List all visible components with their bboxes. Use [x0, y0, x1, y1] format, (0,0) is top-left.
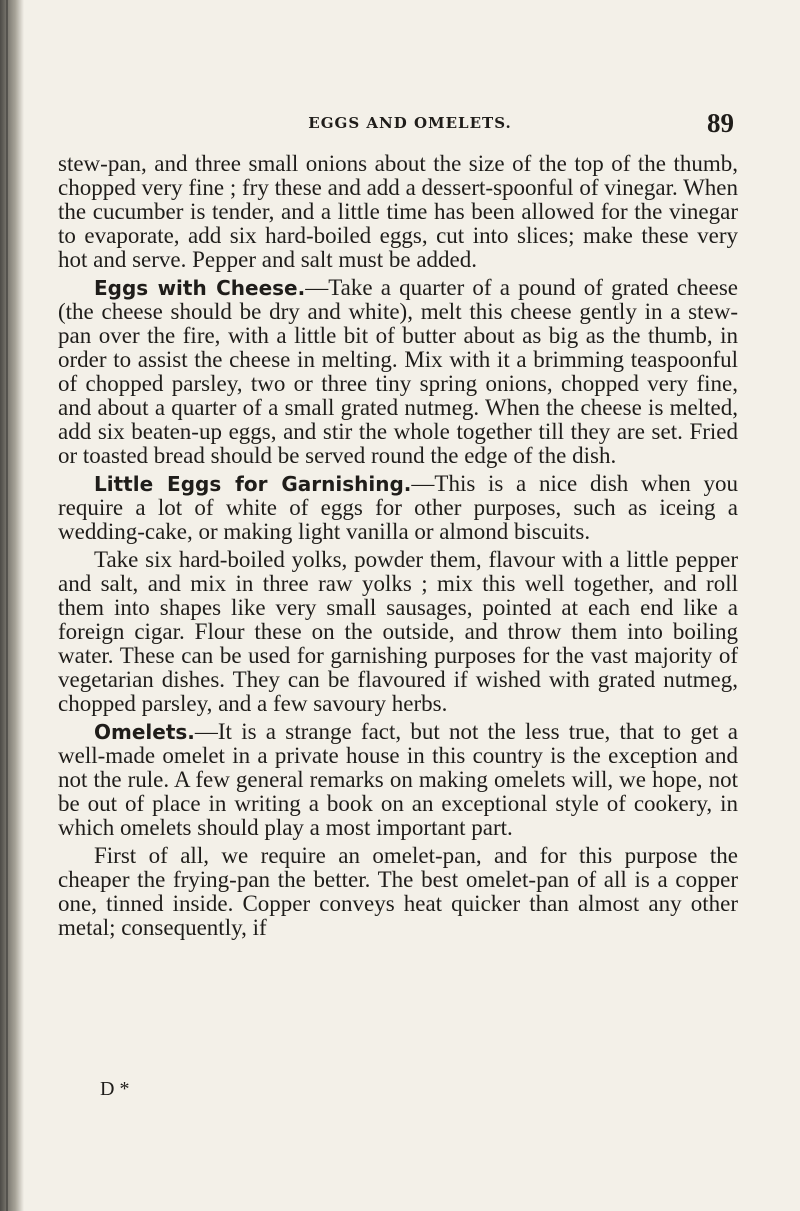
- section-heading: Eggs with Cheese.: [94, 276, 306, 300]
- signature-mark: D *: [100, 1078, 130, 1100]
- page-body: [58, 152, 738, 944]
- paragraph-omelets: [58, 720, 738, 840]
- paragraph-text: —Take a quarter of a pound of grated cheese (the cheese should be dry and white), melt this cheese gently in a stew-pan over the fire, with a little bit of butter about as big as the thumb, in order to assist the cheese in melting. Mix with it a brimming teaspoonful of chopped parsley, two or three tiny spring onions, chopped very fine, and about a quarter of a small grated nutmeg. When the cheese is melted, add six beaten-up eggs, and stir the whole together till they are set. Fried or toasted bread should be served round the edge of the dish.: [58, 275, 738, 468]
- section-heading: Omelets.: [94, 720, 195, 744]
- paragraph-little-eggs: [58, 472, 738, 544]
- page-number: 89: [707, 108, 734, 138]
- paragraph-text: —This is a nice dish when you require a lot of white of eggs for other purposes, such as iceing a wedding-cake, or making light vanilla or almond biscuits.: [58, 471, 738, 544]
- page-header: [0, 108, 800, 142]
- paragraph-text: Take six hard-boiled yolks, powder them, flavour with a little pepper and salt, and mix in three raw yolks ; mix this well together, and roll them into shapes like very small sausages, pointed at each end like a foreign cigar. Flour these on the outside, and throw them into boiling water. These can be used for garnishing purposes for the vast majority of vegetarian dishes. They can be flavoured if wished with grated nutmeg, chopped parsley, and a few savoury herbs.: [58, 547, 738, 716]
- paragraph-text: —It is a strange fact, but not the less true, that to get a well-made omelet in a private house in this country is the exception and not the rule. A few general remarks on making omelets will, we hope, not be out of place in writing a book on an exceptional style of cookery, in which omelets should play a most important part.: [58, 719, 738, 840]
- running-head: EGGS AND OMELETS.: [308, 114, 512, 132]
- paragraph-hard-boiled-yolks: [58, 548, 738, 716]
- binding-gutter: [0, 0, 24, 1211]
- paragraph-omelet-pan: [58, 844, 738, 940]
- section-heading: Little Eggs for Garnishing.: [94, 472, 412, 496]
- paragraph-text: stew-pan, and three small onions about the size of the top of the thumb, chopped very fine ; fry these and add a dessert-spoonful of vinegar. When the cucumber is tender, and a little time has been allowed for the vinegar to evaporate, add six hard-boiled eggs, cut into slices; make these very hot and serve. Pepper and salt must be added.: [58, 151, 738, 272]
- paragraph-eggs-with-cheese: [58, 276, 738, 468]
- paragraph-cucumber-continued: [58, 152, 738, 272]
- paragraph-text: First of all, we require an omelet-pan, and for this purpose the cheaper the frying-pan the better. The best omelet-pan of all is a copper one, tinned inside. Copper conveys heat quicker than almost any other metal; consequently, if: [58, 843, 738, 940]
